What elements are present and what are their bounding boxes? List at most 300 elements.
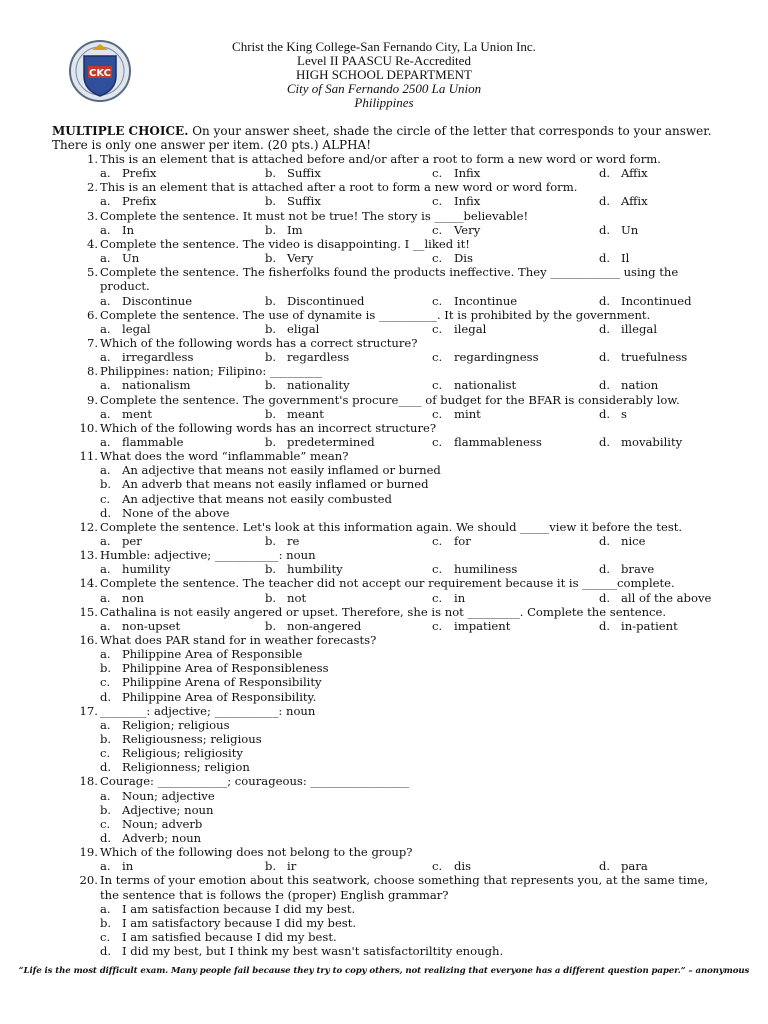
option-a [100, 166, 156, 180]
option-a [100, 435, 184, 449]
option-a [100, 902, 728, 916]
question-19 [52, 845, 728, 859]
option-text: Infix [454, 166, 481, 181]
option-text: Il [621, 251, 630, 266]
address: City of San Fernando 2500 La Union [286, 81, 482, 96]
option-letter: a. [100, 434, 111, 449]
option-letter: d. [599, 618, 611, 633]
option-c [100, 492, 728, 506]
option-letter: a. [100, 590, 111, 605]
question-number: 6. [86, 307, 98, 322]
option-c [432, 859, 471, 873]
option-a [100, 407, 152, 421]
question-text: Which of the following words has a correct structure? [100, 335, 418, 350]
option-c [432, 562, 517, 576]
option-text: non [122, 590, 144, 605]
option-text: not [287, 590, 307, 605]
option-letter: d. [599, 406, 611, 421]
option-letter: c. [100, 930, 111, 945]
option-c [432, 619, 510, 633]
question-14 [52, 576, 728, 590]
option-text: Religious; religiosity [122, 746, 243, 761]
option-d [599, 619, 678, 633]
option-text: in [122, 859, 134, 874]
option-b [100, 732, 728, 746]
option-text: Im [287, 222, 303, 237]
option-letter: a. [100, 534, 111, 548]
question-text: Complete the sentence. It must not be true! The story is _____believable! [100, 208, 529, 223]
option-c [432, 223, 480, 237]
option-text: predetermined [287, 434, 375, 449]
option-text: nation [621, 378, 659, 393]
question-text: This is an element that is attached after a root to form a new word or word form. [100, 180, 578, 195]
option-text: ment [122, 406, 152, 421]
option-letter: b. [265, 321, 277, 336]
option-letter: d. [100, 831, 112, 846]
school-name: Christ the King College-San Fernando City, La Union Inc. [232, 39, 536, 54]
option-b [265, 322, 319, 336]
option-letter: c. [432, 590, 443, 605]
option-letter: c. [432, 166, 443, 181]
option-letter: d. [599, 562, 611, 577]
question-text: Complete the sentence. The teacher did not accept our requirement because it is ______complete. [100, 576, 675, 591]
option-c [432, 534, 471, 548]
option-text: meant [287, 406, 324, 421]
question-text: Philippines: nation; Filipino: _________ [100, 364, 323, 379]
question-text: Cathalina is not easily angered or upset. Therefore, she is not _________. Complete the sentence. [100, 604, 667, 619]
instructions-title: MULTIPLE CHOICE. [52, 124, 189, 138]
option-letter: c. [432, 618, 443, 633]
question-7 [52, 336, 728, 350]
question-text: Complete the sentence. The video is disappointing. I __liked it! [100, 236, 470, 251]
question-text: Which of the following does not belong to the group? [100, 845, 413, 860]
option-letter: c. [432, 222, 443, 237]
option-a [100, 591, 144, 605]
option-text: irregardless [122, 350, 194, 365]
option-letter: d. [100, 944, 112, 959]
options-row [52, 407, 728, 421]
option-b [265, 223, 303, 237]
options-row [52, 194, 728, 208]
option-text: nationality [287, 378, 350, 393]
option-letter: c. [100, 746, 111, 761]
option-letter: a. [100, 859, 111, 874]
option-c [432, 251, 473, 265]
option-letter: c. [100, 675, 111, 690]
country: Philippines [354, 95, 414, 110]
option-letter: d. [599, 194, 611, 209]
question-text: Which of the following words has an incorrect structure? [100, 420, 437, 435]
question-number: 1. [86, 152, 98, 166]
option-letter: a. [100, 788, 111, 803]
option-text: flammableness [454, 434, 542, 449]
option-c [432, 166, 480, 180]
question-number: 10. [79, 420, 98, 435]
question-list [52, 152, 728, 958]
option-letter: b. [100, 915, 112, 930]
option-d [100, 831, 728, 845]
option-a [100, 789, 728, 803]
option-text: Noun; adjective [122, 788, 215, 803]
option-text: Very [287, 251, 314, 266]
option-text: None of the above [122, 505, 230, 520]
option-letter: c. [432, 534, 443, 548]
option-text: Infix [454, 194, 481, 209]
option-letter: b. [100, 732, 112, 747]
option-text: Incontinued [621, 293, 692, 308]
options-row [52, 562, 728, 576]
option-a [100, 251, 139, 265]
options-row [52, 378, 728, 392]
option-text: Un [122, 251, 140, 266]
option-b [100, 477, 728, 491]
options-row [52, 350, 728, 364]
option-letter: a. [100, 350, 111, 365]
option-c [432, 435, 542, 449]
option-letter: d. [100, 505, 112, 520]
option-text: Affix [621, 194, 648, 209]
question-15 [52, 605, 728, 619]
question-9 [52, 393, 728, 407]
question-11 [52, 449, 728, 463]
option-text: para [621, 859, 648, 874]
instructions-text: On your answer sheet, shade the circle of the letter that corresponds to your answer. There is only one answer per item. (20 pts.) ALPHA! [52, 124, 712, 152]
option-letter: d. [100, 689, 112, 704]
question-text: Complete the sentence. The government's procure____ of budget for the BFAR is considerably low. [100, 392, 680, 407]
option-letter: b. [265, 251, 277, 266]
option-letter: b. [265, 378, 277, 393]
question-20 [52, 873, 728, 901]
option-b [265, 407, 324, 421]
option-b [265, 350, 349, 364]
option-text: all of the above [621, 590, 712, 605]
option-b [100, 803, 728, 817]
footer-quote: “Life is the most difficult exam. Many people fail because they try to copy others, not realizing that everyone has a different question paper.” – anonymous [18, 966, 750, 976]
option-c [432, 294, 517, 308]
option-letter: a. [100, 166, 111, 181]
option-a [100, 647, 728, 661]
option-text: I am satisfactory because I did my best. [122, 915, 357, 930]
question-number: 4. [86, 236, 98, 251]
option-b [265, 166, 321, 180]
question-text: Courage: ____________; courageous: _________________ [100, 774, 410, 789]
option-d [599, 407, 627, 421]
option-text: non-upset [122, 618, 181, 633]
options-row [52, 534, 728, 548]
option-a [100, 859, 133, 873]
accreditation: Level II PAASCU Re-Accredited [297, 53, 471, 68]
question-text: This is an element that is attached before and/or after a root to form a new word or word form. [100, 152, 661, 166]
question-1 [52, 152, 728, 166]
option-d [599, 166, 648, 180]
options-row [52, 619, 728, 633]
option-letter: c. [432, 321, 443, 336]
option-text: brave [621, 562, 655, 577]
option-text: nationalism [122, 378, 191, 393]
option-text: An adverb that means not easily inflamed or burned [122, 477, 429, 492]
option-letter: c. [100, 816, 111, 831]
options-row [52, 322, 728, 336]
option-b [100, 661, 728, 675]
option-b [265, 534, 299, 548]
option-letter: c. [432, 406, 443, 421]
options-row [52, 294, 728, 308]
option-letter: b. [265, 434, 277, 449]
option-text: Religion; religious [122, 717, 230, 732]
option-text: I am satisfaction because I did my best. [122, 901, 356, 916]
option-letter: a. [100, 717, 111, 732]
option-text: I am satisfied because I did my best. [122, 930, 337, 945]
option-letter: a. [100, 901, 111, 916]
option-letter: d. [599, 859, 611, 874]
option-text: Philippine Area of Responsibleness [122, 661, 329, 676]
option-letter: a. [100, 618, 111, 633]
option-b [265, 619, 361, 633]
option-text: Philippine Area of Responsible [122, 647, 303, 662]
option-d [599, 294, 692, 308]
option-text: Dis [454, 251, 473, 266]
option-c [432, 194, 480, 208]
option-letter: c. [432, 562, 443, 577]
option-letter: a. [100, 194, 111, 209]
option-text: I did my best, but I think my best wasn't satisfactoriltity enough. [122, 944, 504, 959]
option-text: humbility [287, 562, 343, 577]
option-letter: a. [100, 406, 111, 421]
option-letter: d. [599, 222, 611, 237]
option-text: Prefix [122, 194, 157, 209]
option-text: non-angered [287, 618, 362, 633]
option-d [599, 534, 646, 548]
option-letter: d. [599, 321, 611, 336]
option-letter: d. [599, 251, 611, 266]
question-number: 13. [79, 548, 98, 563]
question-10 [52, 421, 728, 435]
question-number: 18. [79, 774, 98, 789]
option-d [599, 223, 638, 237]
question-number: 9. [86, 392, 98, 407]
question-text: In terms of your emotion about this seatwork, choose something that represents you, at the same time, the sentence that is follows the (proper) English grammar? [100, 873, 709, 902]
option-c [432, 407, 481, 421]
option-d [100, 506, 728, 520]
option-c [432, 378, 516, 392]
option-text: ir [287, 859, 297, 874]
option-text: Discontinue [122, 293, 193, 308]
option-b [100, 916, 728, 930]
option-d [599, 859, 648, 873]
option-text: Adverb; noun [122, 831, 202, 846]
option-a [100, 294, 192, 308]
option-letter: b. [265, 618, 277, 633]
option-a [100, 718, 728, 732]
option-text: Affix [621, 166, 648, 181]
option-b [265, 859, 296, 873]
question-text: What does the word “inflammable” mean? [100, 449, 349, 464]
question-8 [52, 364, 728, 378]
option-a [100, 463, 728, 477]
option-text: movability [621, 434, 683, 449]
question-text: What does PAR stand for in weather forecasts? [100, 633, 377, 648]
question-number: 14. [79, 576, 98, 591]
option-text: An adjective that means not easily inflamed or burned [122, 463, 441, 478]
question-number: 7. [86, 335, 98, 350]
question-5 [52, 265, 728, 293]
options-row [52, 166, 728, 180]
option-letter: b. [265, 406, 277, 421]
option-text: illegal [621, 321, 658, 336]
option-a [100, 619, 180, 633]
option-d [100, 944, 728, 958]
option-text: re [287, 534, 300, 548]
option-letter: c. [432, 251, 443, 266]
option-text: per [122, 534, 142, 548]
option-c [432, 591, 465, 605]
option-text: regardingness [454, 350, 539, 365]
question-13 [52, 548, 728, 562]
option-letter: b. [265, 194, 277, 209]
option-letter: c. [432, 350, 443, 365]
option-letter: c. [432, 859, 443, 874]
instructions [52, 124, 724, 152]
option-text: Un [621, 222, 639, 237]
question-text: Humble: adjective; ___________: noun [100, 548, 316, 563]
option-letter: b. [265, 562, 277, 577]
option-d [599, 562, 654, 576]
option-text: legal [122, 321, 151, 336]
option-text: eligal [287, 321, 320, 336]
option-letter: d. [599, 590, 611, 605]
option-text: s [621, 406, 627, 421]
option-text: In [122, 222, 135, 237]
option-d [599, 350, 687, 364]
question-number: 15. [79, 604, 98, 619]
option-text: nice [621, 534, 646, 548]
options-row [52, 223, 728, 237]
question-number: 16. [79, 633, 98, 648]
option-text: Very [454, 222, 481, 237]
option-text: Suffix [287, 194, 321, 209]
option-c [100, 746, 728, 760]
option-text: in [454, 590, 466, 605]
option-letter: b. [265, 350, 277, 365]
option-a [100, 562, 170, 576]
option-a [100, 322, 151, 336]
option-text: An adjective that means not easily combusted [122, 491, 392, 506]
option-letter: d. [599, 350, 611, 365]
option-letter: c. [432, 378, 443, 393]
option-d [100, 760, 728, 774]
option-letter: d. [599, 534, 611, 548]
question-number: 17. [79, 703, 98, 718]
option-text: Religiousness; religious [122, 732, 262, 747]
options-row [52, 591, 728, 605]
option-letter: d. [599, 166, 611, 181]
option-letter: a. [100, 463, 111, 478]
option-text: regardless [287, 350, 350, 365]
option-text: Noun; adverb [122, 816, 203, 831]
option-a [100, 350, 193, 364]
question-6 [52, 308, 728, 322]
question-number: 12. [79, 519, 98, 534]
option-d [100, 690, 728, 704]
option-text: Philippine Area of Responsibility. [122, 689, 317, 704]
question-2 [52, 180, 728, 194]
option-text: Religionness; religion [122, 760, 250, 775]
option-d [599, 378, 658, 392]
option-b [265, 194, 321, 208]
option-letter: b. [100, 802, 112, 817]
option-b [265, 562, 343, 576]
option-text: Incontinue [454, 293, 518, 308]
option-letter: d. [599, 293, 611, 308]
question-number: 3. [86, 208, 98, 223]
question-3 [52, 209, 728, 223]
option-letter: b. [265, 293, 277, 308]
option-d [599, 194, 648, 208]
option-text: Adjective; noun [122, 802, 214, 817]
question-number: 11. [79, 449, 98, 464]
option-text: nationalist [454, 378, 517, 393]
question-number: 8. [86, 364, 98, 379]
option-a [100, 378, 190, 392]
option-letter: a. [100, 378, 111, 393]
option-d [599, 591, 711, 605]
question-number: 5. [86, 265, 98, 280]
option-a [100, 194, 156, 208]
option-letter: a. [100, 321, 111, 336]
option-text: truefulness [621, 350, 688, 365]
question-number: 20. [79, 873, 98, 888]
option-text: humiliness [454, 562, 518, 577]
option-letter: d. [100, 760, 112, 775]
option-letter: a. [100, 222, 111, 237]
question-4 [52, 237, 728, 251]
question-17 [52, 704, 728, 718]
option-text: dis [454, 859, 472, 874]
option-c [432, 322, 486, 336]
option-text: Prefix [122, 166, 157, 181]
option-letter: b. [265, 859, 277, 874]
option-letter: a. [100, 251, 111, 266]
option-letter: a. [100, 293, 111, 308]
option-letter: c. [432, 434, 443, 449]
option-text: Suffix [287, 166, 321, 181]
option-d [599, 435, 682, 449]
question-number: 2. [86, 180, 98, 195]
department: HIGH SCHOOL DEPARTMENT [296, 67, 472, 82]
option-text: ilegal [454, 321, 487, 336]
option-text: Philippine Arena of Responsibility [122, 675, 322, 690]
option-a [100, 223, 134, 237]
option-letter: b. [265, 590, 277, 605]
option-c [100, 817, 728, 831]
question-18 [52, 774, 728, 788]
question-text: Complete the sentence. The fisherfolks found the products ineffective. They ____________ using the product. [100, 265, 679, 294]
option-d [599, 322, 657, 336]
options-row [52, 435, 728, 449]
option-b [265, 435, 375, 449]
option-text: mint [454, 406, 481, 421]
options-row [52, 251, 728, 265]
question-number: 19. [79, 845, 98, 860]
question-12 [52, 520, 728, 534]
option-a [100, 534, 142, 548]
option-c [432, 350, 539, 364]
option-letter: a. [100, 647, 111, 662]
option-letter: d. [599, 434, 611, 449]
option-text: Discontinued [287, 293, 365, 308]
option-letter: b. [265, 222, 277, 237]
option-letter: c. [432, 293, 443, 308]
